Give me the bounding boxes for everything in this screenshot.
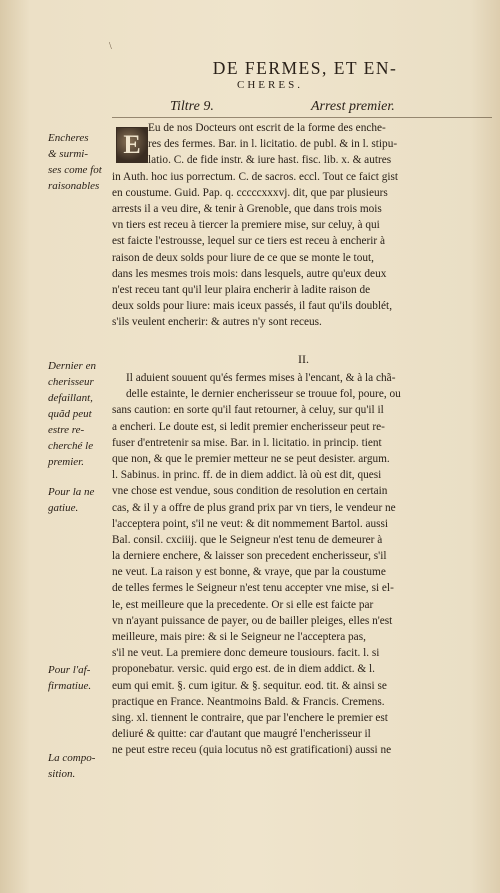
paragraph-one	[112, 120, 490, 330]
text-line: le, est meilleure que la precedente. Or si elle est faicte par	[112, 598, 374, 611]
text-line: deliuré & quitte: car d'autant que maugré l'encherisseur il	[112, 728, 371, 741]
text-line: Eu de nos Docteurs ont escrit de la forme des enche-	[148, 122, 386, 134]
margin-line: ses come fot	[48, 164, 102, 176]
text-line: latio. C. de fide instr. & iure hast. fisc. lib. x. & autres	[148, 154, 392, 167]
margin-note-composition	[48, 750, 112, 782]
text-line: fuser d'entretenir sa mise. Bar. in l. licitatio. in princip. tient	[112, 436, 382, 449]
text-line: en coustume. Guid. Pap. q. cccccxxxvj. dit, que par plusieurs	[112, 186, 388, 199]
margin-line: premier.	[48, 456, 84, 468]
text-line: eum qui emit. §. cum igitur. & §. sequitur. eod. tit. & ainsi se	[112, 679, 387, 692]
margin-line: cherisseur	[48, 376, 94, 388]
margin-note-dernier	[48, 358, 112, 470]
text-line: cas, & il y a offre de plus grand prix par vn tiers, le vendeur ne	[112, 501, 396, 514]
margin-line: raisonables	[48, 180, 100, 192]
margin-line: firmatiue.	[48, 680, 92, 692]
text-line: vn n'ayant puissance de payer, ou de bailler pleiges, elles n'est	[112, 614, 393, 627]
text-line: sans caution: en sorte qu'il faut retourner, à celuy, sur qu'il il	[112, 404, 384, 417]
arrest-label: Arrest premier.	[311, 99, 395, 114]
text-line: practique en France. Neantmoins Bald. & Francis. Cremens.	[112, 695, 385, 708]
text-line: est faicte l'estrousse, lequel sur ce tiers est receu à encherir à	[112, 235, 386, 248]
margin-line: estre re-	[48, 424, 85, 436]
margin-line: gatiue.	[48, 502, 79, 514]
text-line: ne peut estre receu (quia locutus nõ est gratificationi) aussi ne	[112, 744, 392, 757]
text-line: dans les mesmes trois mois: dans lesquels, autre qu'eux deux	[112, 267, 387, 280]
text-line: n'est receu tant qu'il leur plaira encherir à ladite raison de	[112, 283, 371, 296]
text-line: delle estainte, le dernier encherisseur se trouue fol, poure, ou	[126, 388, 401, 401]
title-rule	[112, 117, 492, 118]
text-line: res des fermes. Bar. in l. licitatio. de publ. & in l. stipu-	[148, 138, 398, 151]
running-head-continuation: CHERES.	[237, 79, 303, 91]
text-line: arrests il a veu dire, & tenir à Grenoble, que dans trois mois	[112, 202, 382, 215]
margin-line: quãd peut	[48, 408, 92, 420]
margin-line: Encheres	[48, 132, 89, 144]
text-line: s'ils veulent encherir: & autres n'y sont receus.	[112, 316, 322, 329]
text-line: s'il ne veut. La premiere donc demeure tousiours. facit. l. si	[112, 647, 380, 660]
decorated-initial: E	[116, 127, 148, 163]
section-number: II.	[298, 352, 309, 366]
margin-line: & surmi-	[48, 148, 89, 160]
text-line: sing. xl. tiennent le contraire, que par l'enchere le premier est	[112, 711, 388, 724]
text-line: l. Sabinus. in princ. ff. de in diem addict. là où est dit, quesi	[112, 469, 382, 482]
text-line: proponebatur. versic. quid ergo est. de in diem addict. & l.	[112, 663, 376, 676]
margin-note-encheres	[48, 130, 112, 194]
margin-line: sition.	[48, 768, 76, 780]
margin-line: Pour l'af-	[48, 664, 91, 676]
text-line: vn tiers est receu à tiercer la premiere mise, sur celuy, à qui	[112, 219, 380, 232]
margin-line: defaillant,	[48, 392, 93, 404]
text-line: de telles fermes le Seigneur n'est tenu accepter vne mise, si el-	[112, 582, 394, 595]
margin-note-affirmatiue	[48, 662, 112, 694]
text-line: deux solds pour liure: mais iceux passés, il faut qu'ils doublét,	[112, 300, 393, 313]
margin-line: Pour la ne	[48, 486, 95, 498]
title-row	[170, 99, 395, 115]
margin-note-negatiue	[48, 484, 112, 516]
paragraph-two	[112, 370, 490, 759]
text-line: Il aduient souuent qu'és fermes mises à l'encant, & à la chã-	[126, 372, 396, 384]
text-line: l'acceptera point, s'il ne veut: & dit nommement Bartol. aussi	[112, 517, 389, 530]
title-label: Tiltre 9.	[170, 99, 214, 114]
text-line: que non, & que le premier metteur ne se peut desister. argum.	[112, 452, 390, 465]
running-head: DE FERMES, ET EN-	[212, 58, 398, 78]
text-line: la derniere enchere, & laisser son precedent encherisseur, s'il	[112, 550, 387, 563]
margin-line: cherché le	[48, 440, 94, 452]
text-line: in Auth. hoc ius porrectum. C. de sacros. eccl. Tout ce faict gist	[112, 170, 399, 183]
text-line: meilleure, mais pire: & si le Seigneur ne l'acceptera pas,	[112, 631, 366, 643]
top-mark: \	[109, 41, 112, 52]
text-line: Bal. consil. cxciiij. que le Seigneur n'est tenu de demeurer à	[112, 533, 383, 546]
text-line: a encheri. Le doute est, si ledit premier encherisseur peut re-	[112, 420, 385, 433]
text-line: raison de deux solds pour liure de ce que se monte le tout,	[112, 251, 374, 264]
text-line: vne chose est vendue, sous condition de resolution en certain	[112, 485, 388, 498]
margin-line: La compo-	[48, 752, 96, 764]
text-line: ne veut. La raison y est bonne, & vraye, que par la coustume	[112, 566, 386, 579]
margin-line: Dernier en	[48, 360, 96, 372]
